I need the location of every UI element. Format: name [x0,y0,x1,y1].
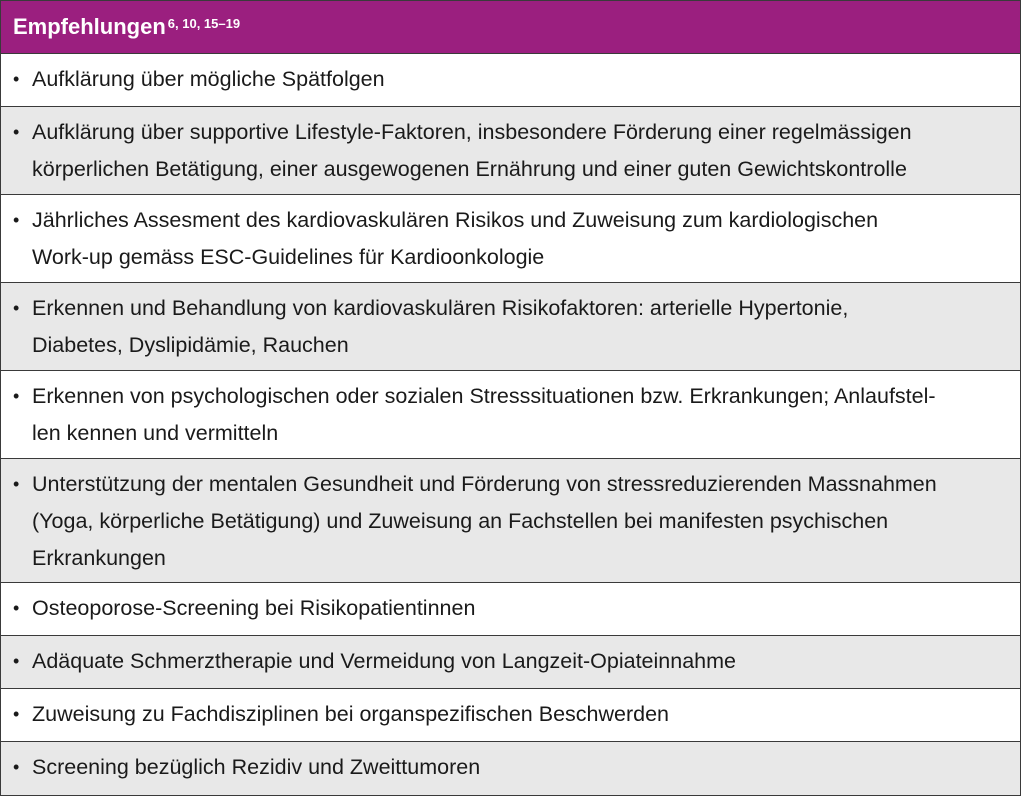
table-row [1,636,1020,689]
table-row [1,54,1020,107]
row-text: Aufklärung über mögliche Spätfolgen [32,67,385,91]
table-row [1,689,1020,742]
row-text: Zuweisung zu Fachdisziplinen bei organspezifischen Beschwerden [32,702,670,726]
row-text: Unterstützung der mentalen Gesundheit und Förderung von stressreduzierenden Massnahmen (Yoga, körperliche Betätigung) und Zuweisung an Fachstellen bei manifesten psychischen Erkrankungen [32,472,937,570]
table-row [1,371,1020,459]
bullet: • [13,598,20,618]
bullet: • [13,474,20,494]
bullet: • [13,386,20,406]
row-text: Erkennen und Behandlung von kardiovaskulären Risikofaktoren: arterielle Hypertonie, Diabetes, Dyslipidämie, Rauchen [32,296,849,357]
row-text: Osteoporose-Screening bei Risikopatientinnen [32,596,476,620]
table-row [1,459,1020,583]
table-row [1,742,1020,795]
table-header [1,1,1020,54]
row-text: Aufklärung über supportive Lifestyle-Faktoren, insbesondere Förderung einer regelmässigen körperlichen Betätigung, einer ausgewogenen Ernährung und einer guten Gewichtskontrolle [32,120,912,181]
table-row [1,195,1020,283]
bullet: • [13,122,20,142]
header-title: Empfehlungen [13,14,166,39]
bullet: • [13,757,20,777]
row-text: Jährliches Assesment des kardiovaskulären Risikos und Zuweisung zum kardiologischen Work-up gemäss ESC-Guidelines für Kardioonkologie [32,208,879,269]
row-text: Adäquate Schmerztherapie und Vermeidung von Langzeit-Opiateinnahme [32,649,736,673]
table-row [1,583,1020,636]
table-row [1,283,1020,371]
row-text: Screening bezüglich Rezidiv und Zweittumoren [32,755,481,779]
bullet: • [13,210,20,230]
bullet: • [13,704,20,724]
bullet: • [13,298,20,318]
header-references: 6, 10, 15–19 [167,15,241,31]
row-text: Erkennen von psychologischen oder sozialen Stresssituationen bzw. Erkrankungen; Anlaufstel- len kennen und vermitteln [32,384,936,445]
bullet: • [13,69,20,89]
table-row [1,107,1020,195]
bullet: • [13,651,20,671]
